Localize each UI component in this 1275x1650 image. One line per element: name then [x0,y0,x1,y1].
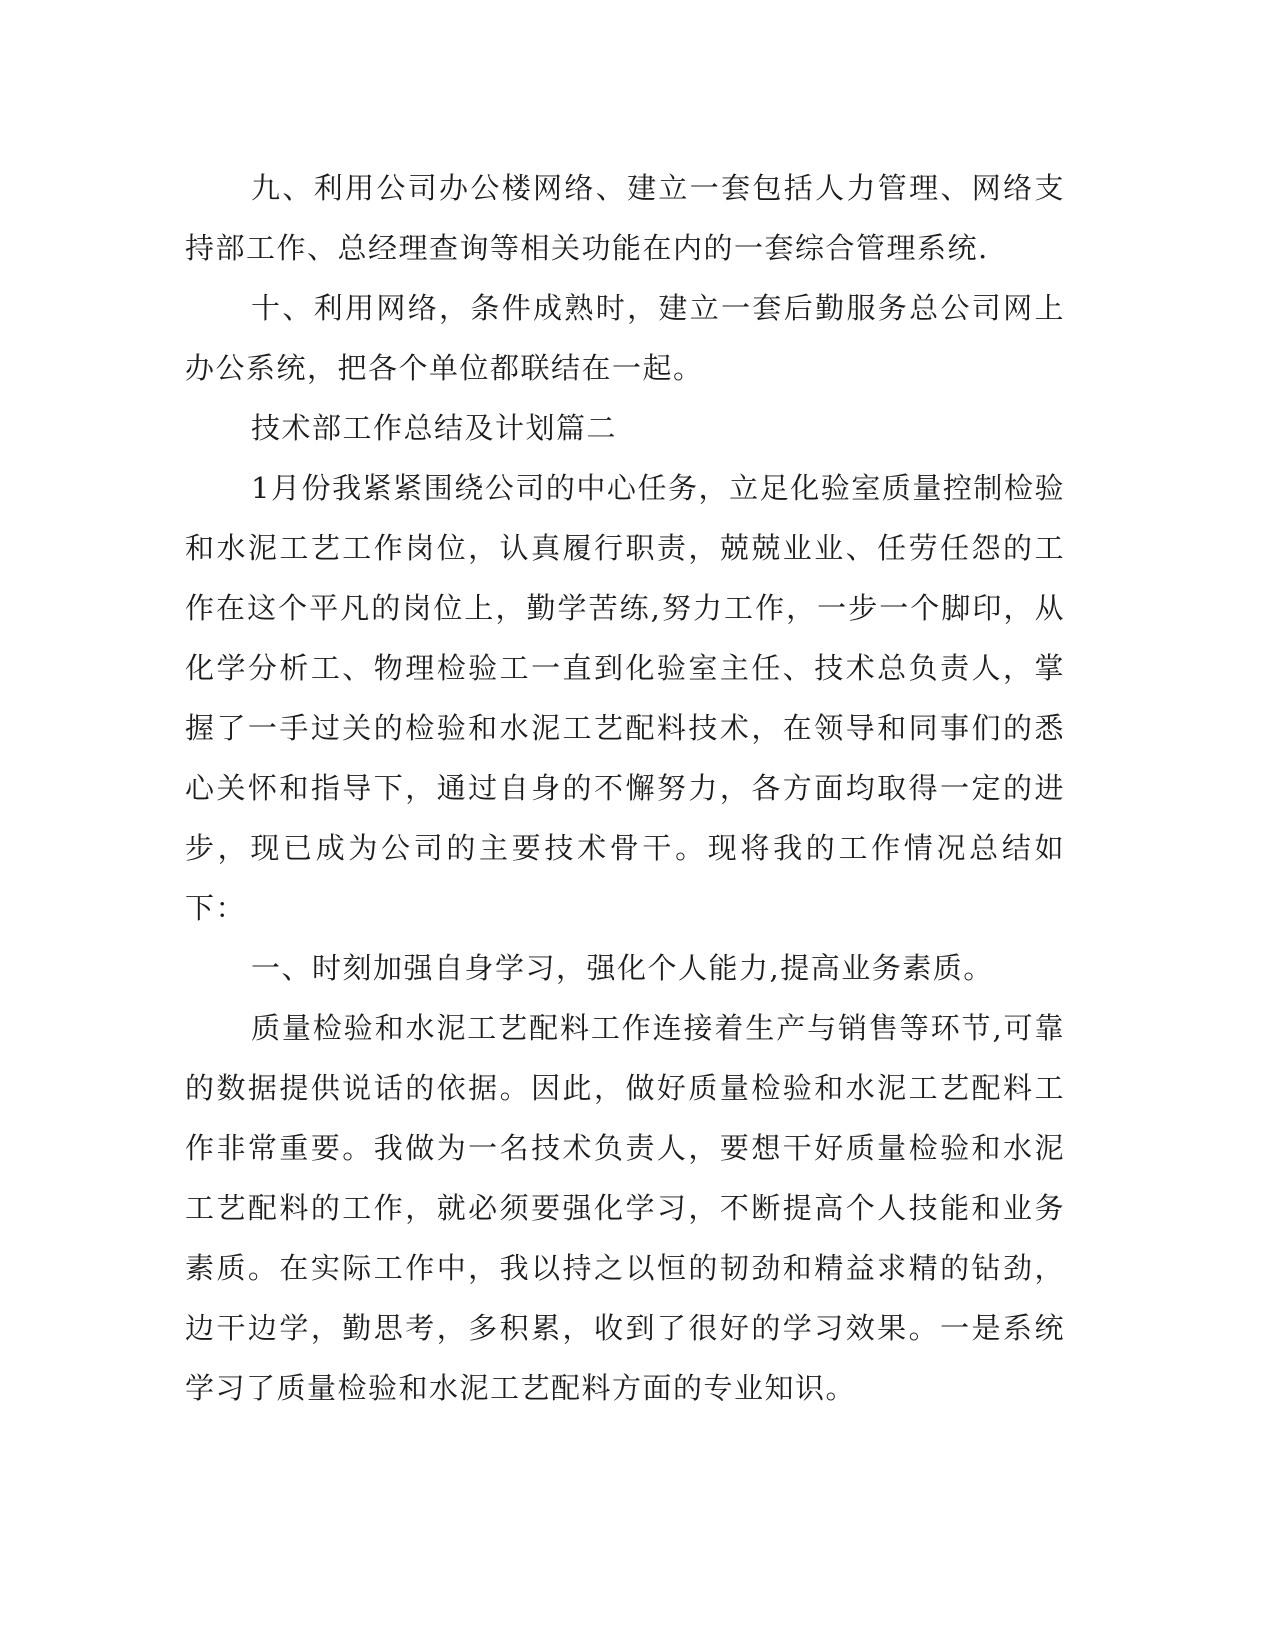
document-body [185,158,1065,1418]
paragraph-item-10: 十、利用网络，条件成熟时，建立一套后勤服务总公司网上办公系统，把各个单位都联结在一起。 [185,291,1065,385]
section-heading: 技术部工作总结及计划篇二 [251,411,618,445]
paragraph-item-9: 九、利用公司办公楼网络、建立一套包括人力管理、网络支持部工作、总经理查询等相关功能在内的一套综合管理系统. [185,171,1065,265]
paragraph-intro: 1月份我紧紧围绕公司的中心任务，立足化验室质量控制检验和水泥工艺工作岗位，认真履行职责，兢兢业业、任劳任怨的工作在这个平凡的岗位上，勤学苦练,努力工作，一步一个脚印，从化学分析工、物理检验工一直到化验室主任、技术总负责人，掌握了一手过关的检验和水泥工艺配料技术，在领导和同事们的悉心关怀和指导下，通过自身的不懈努力，各方面均取得一定的进步，现已成为公司的主要技术骨干。现将我的工作情况总结如下： [185,471,1065,925]
paragraph-point-1: 一、时刻加强自身学习，强化个人能力,提高业务素质。 [251,951,994,985]
paragraph-quality-inspection: 质量检验和水泥工艺配料工作连接着生产与销售等环节,可靠的数据提供说话的依据。因此，做好质量检验和水泥工艺配料工作非常重要。我做为一名技术负责人，要想干好质量检验和水泥工艺配料的工作，就必须要强化学习，不断提高个人技能和业务素质。在实际工作中，我以持之以恒的韧劲和精益求精的钻劲，边干边学，勤思考，多积累，收到了很好的学习效果。一是系统学习了质量检验和水泥工艺配料方面的专业知识。 [185,1011,1065,1405]
